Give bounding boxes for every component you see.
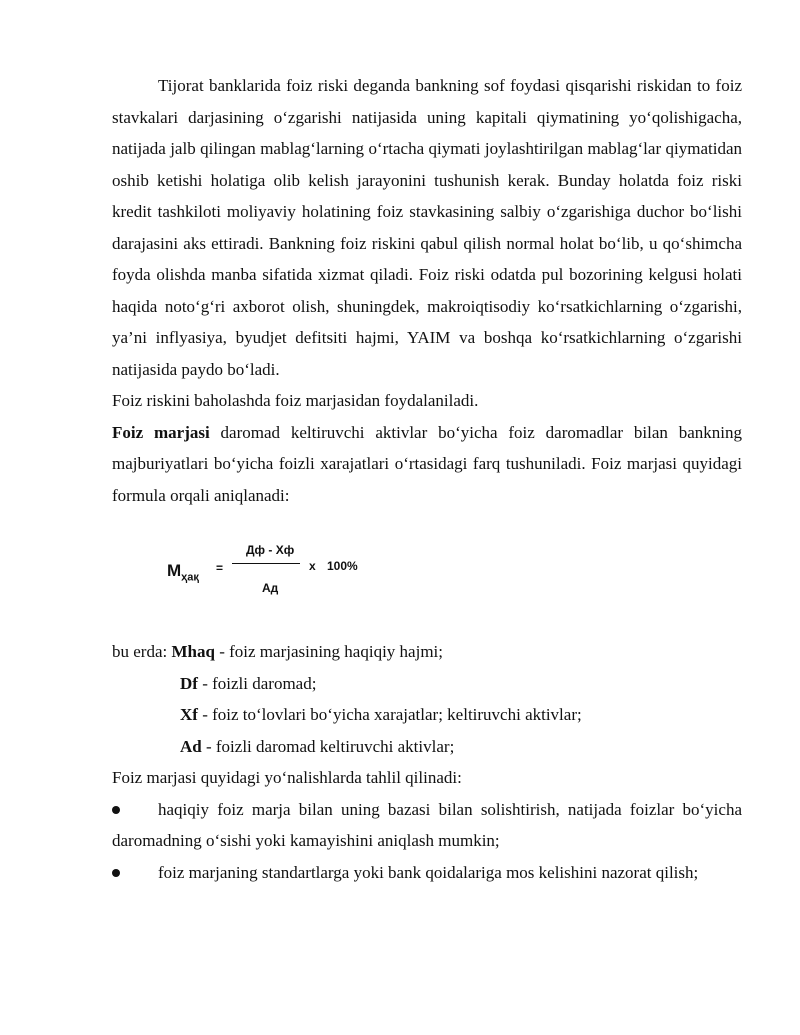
formula-lhs <box>167 561 199 583</box>
definition-row-ad <box>112 731 742 763</box>
definition-term-ad: Ad <box>180 736 202 756</box>
bullet-icon <box>112 869 120 877</box>
margin-formula <box>112 511 742 636</box>
definition-text-ad: - foizli daromad keltiruvchi aktivlar; <box>201 736 455 756</box>
definition-text-mhaq: - foiz marjasining haqiqiy hajmi; <box>214 642 443 661</box>
formula-denominator: Ад <box>262 581 279 595</box>
formula-definitions <box>112 636 742 762</box>
definition-term-xf: Xf <box>180 705 198 724</box>
intro-paragraph: Tijorat banklarida foiz riski deganda bankning sof foydasi qisqarishi riskidan to foiz stavkalari darjasining o‘zgarishi natijasida uning kapitali qiymatining yo‘qolishigacha, natijada jalb qilingan mablag‘larning o‘rtacha qiymati joylashtirilgan mablag‘lar qiymatidan oshib ketishi holatiga olib kelish jarayonini tushunish kerak. Bunday holatda foiz riski kredit tashkiloti moliyaviy holatining foiz stavkasining salbiy o‘zgarishiga duchor bo‘lishi darajasini aks ettiradi. Bankning foiz riskini qabul qilish normal holat bo‘lib, u qo‘shimcha foyda olishda manba sifatida xizmat qiladi. Foiz riski odatda pul bozorining kelgusi holati haqida noto‘g‘ri axborot olish, shuningdek, makroiqtisodiy ko‘rsatkichlarning o‘zgarishi, ya’ni inflyasiya, byudjet defitsiti hajmi, YAIM va boshqa ko‘rsatkichlarning o‘zgarishi natijasida paydo bo‘ladi. <box>112 76 742 379</box>
analysis-intro: Foiz marjasi quyidagi yo‘nalishlarda tahlil qilinadi: <box>112 768 462 787</box>
formula-times: х <box>309 559 316 573</box>
definition-text-df: - foizli daromad; <box>197 673 317 693</box>
definition-term-mhaq: Mhaq <box>171 642 215 661</box>
bullet-text: foiz marjaning standartlarga yoki bank qoidalariga mos kelishini nazorat qilish; <box>158 862 699 882</box>
formula-lhs-symbol: М <box>167 561 182 580</box>
definition-row-xf <box>112 699 742 731</box>
definition-text-xf: - foiz to‘lovlari bo‘yicha xarajatlar; keltiruvchi aktivlar; <box>197 705 582 724</box>
assessment-paragraph: Foiz riskini baholashda foiz marjasidan foydalaniladi. <box>112 391 479 410</box>
bullet-item <box>112 857 742 889</box>
definition-row-mhaq <box>112 636 742 668</box>
formula-fraction-bar <box>232 563 300 564</box>
formula-numerator: Дф - Хф <box>246 543 295 557</box>
bullet-item <box>112 794 742 857</box>
document-page <box>112 70 742 888</box>
definition-term-df: Df <box>180 673 198 693</box>
bullet-text: haqiqiy foiz marja bilan uning bazasi bilan solishtirish, natijada foizlar bo‘yicha daromadning o‘sishi yoki kamayishini aniqlash mumkin; <box>112 799 742 850</box>
definition-term: Foiz marjasi <box>112 422 210 442</box>
definitions-lead: bu erda: <box>112 642 172 661</box>
formula-equals: = <box>216 561 224 575</box>
definition-text: daromad keltiruvchi aktivlar bo‘yicha foiz daromadlar bilan bankning majburiyatlari bo‘yicha foizli xarajatlari o‘rtasidagi farq tushuniladi. Foiz marjasi quyidagi formula orqali aniqlanadi: <box>112 422 742 505</box>
formula-lhs-subscript: ҳақ <box>181 571 199 584</box>
definition-paragraph <box>112 417 742 512</box>
definition-row-df <box>112 668 742 700</box>
bullet-icon <box>112 806 120 814</box>
formula-percent: 100% <box>327 559 358 573</box>
